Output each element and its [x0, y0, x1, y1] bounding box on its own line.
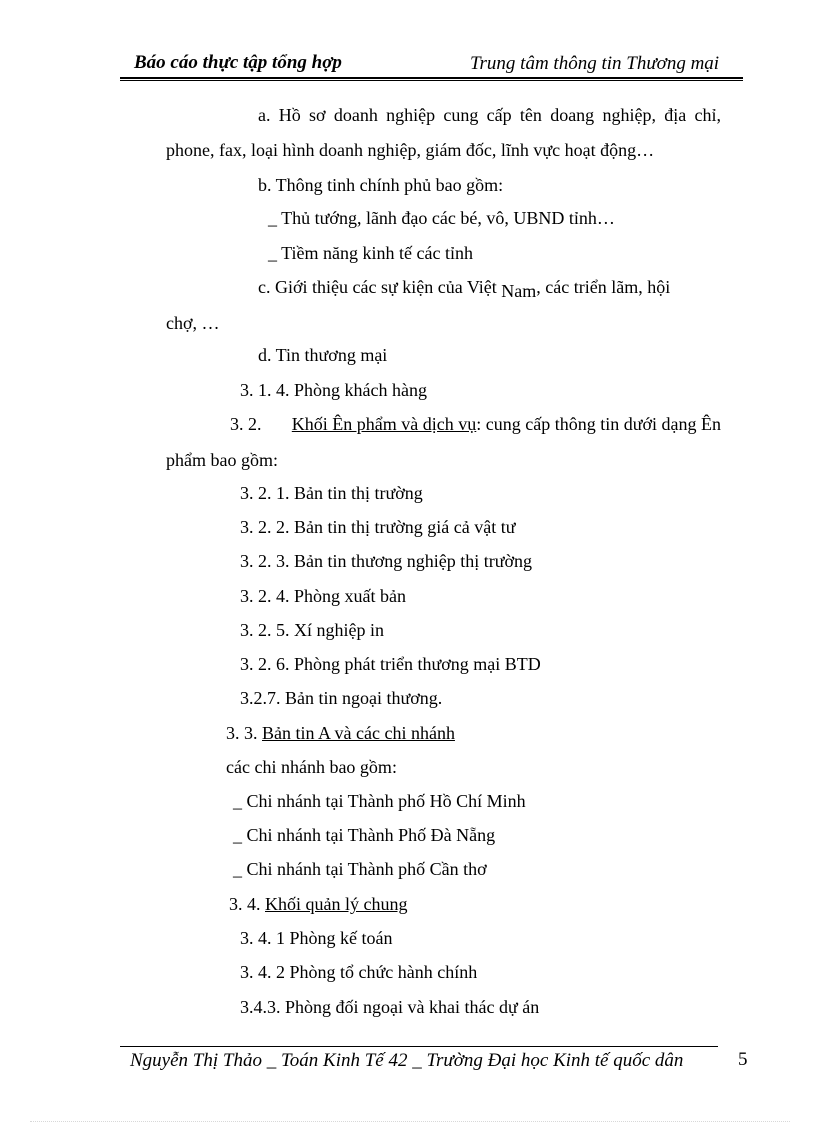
branch-item-3: _ Chi nhánh tại Thành phố Cần thơ: [233, 859, 487, 879]
item-d: d. Tin thương mại: [258, 345, 388, 365]
section-3-3-title: Bản tin A và các chi nhánh: [262, 723, 455, 743]
section-3-4-1: 3. 4. 1 Phòng kế toán: [240, 928, 393, 948]
header-rule: [120, 77, 743, 79]
section-3-1-4: 3. 1. 4. Phòng khách hàng: [240, 380, 427, 400]
section-3-2-2: 3. 2. 2. Bản tin thị trường giá cả vật tư: [240, 517, 516, 537]
section-3-4-heading: 3. 4. Khối quản lý chung: [229, 894, 408, 914]
header-organization: Trung tâm thông tin Thương mại: [470, 53, 720, 74]
section-3-2-title: Khối Ên phẩm và dịch vụ: [291, 414, 477, 434]
section-3-2-6: 3. 2. 6. Phòng phát triển thương mại BTD: [240, 654, 541, 674]
item-c-line2: chợ, …: [166, 313, 220, 333]
section-3-3-heading: 3. 3. Bản tin A và các chi nhánh: [226, 723, 455, 743]
item-b-heading: b. Thông tinh chính phủ bao gồm:: [258, 175, 504, 195]
page-number: 5: [738, 1049, 748, 1070]
section-3-2-3: 3. 2. 3. Bản tin thương nghiệp thị trường: [240, 551, 533, 571]
section-3-2-heading: 3. 2. Khối Ên phẩm và dịch vụ: cung cấp thông tin dưới dạng Ên: [230, 414, 721, 434]
section-3-2-1: 3. 2. 1. Bản tin thị trường: [240, 483, 423, 503]
footer-rule: [120, 1046, 718, 1047]
footer-author: Nguyễn Thị Thảo _ Toán Kinh Tế 42 _ Trường Đại học Kinh tế quốc dân: [130, 1050, 684, 1071]
section-3-4-title: Khối quản lý chung: [265, 894, 408, 914]
section-3-4-2: 3. 4. 2 Phòng tổ chức hành chính: [240, 962, 478, 982]
item-a-line1: a. Hồ sơ doanh nghiệp cung cấp tên doang nghiệp, địa chỉ,: [258, 105, 721, 125]
item-b-bullet-1: _ Thủ tướng, lãnh đạo các bé, vô, UBND tỉnh…: [268, 208, 615, 228]
branch-item-1: _ Chi nhánh tại Thành phố Hồ Chí Minh: [233, 791, 526, 811]
header-report-title: Báo cáo thực tập tổng hợp: [134, 52, 342, 73]
section-3-2-line2: phẩm bao gồm:: [166, 450, 278, 470]
item-c-line1: [258, 276, 721, 301]
section-3-4-3: 3.4.3. Phòng đối ngoại và khai thác dự án: [240, 997, 540, 1017]
item-b-bullet-2: _ Tiềm năng kinh tế các tỉnh: [268, 243, 473, 263]
section-3-3-intro: các chi nhánh bao gồm:: [226, 757, 397, 777]
page-edge-dots: [30, 1121, 790, 1122]
header-rule-thin: [120, 80, 743, 81]
section-3-2-5: 3. 2. 5. Xí nghiệp in: [240, 620, 384, 640]
section-3-2-4: 3. 2. 4. Phòng xuất bản: [240, 586, 406, 606]
item-a-line2: phone, fax, loại hình doanh nghiệp, giám đốc, lĩnh vực hoạt động…: [166, 140, 655, 160]
branch-item-2: _ Chi nhánh tại Thành Phố Đà Nẵng: [233, 825, 496, 845]
section-3-2-7: 3.2.7. Bản tin ngoại thương.: [240, 688, 443, 708]
item-c-text-before: c. Giới thiệu các sự kiện của Việt Nam, các triển lãm, hội: [258, 277, 671, 301]
